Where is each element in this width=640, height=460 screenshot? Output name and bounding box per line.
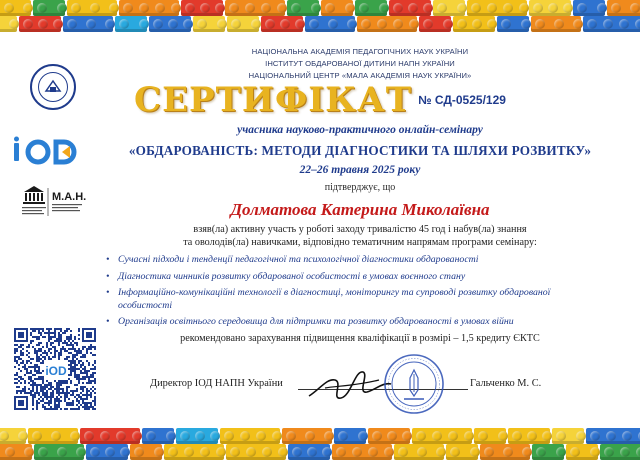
lego-stud [359,3,369,13]
lego-stud [620,447,630,457]
lego-stud [361,19,371,29]
lego-stud [503,3,513,13]
lego-stud [146,431,156,441]
lego-stud [503,447,513,457]
lego-stud [457,19,467,29]
topic-item: • Інформаційно-комунікаційні технології в діагностиці, моніторингу та супроводі розвитку обдарованої особистості [106,287,606,312]
lego-stud [280,19,290,29]
lego-stud [38,447,48,457]
lego-stud [84,431,94,441]
lego-stud [71,3,81,13]
lego-stud [256,431,266,441]
official-stamp-icon [382,352,446,416]
lego-stud [123,3,133,13]
lego-stud [37,3,47,13]
body-line-2: та оволодів(ла) навичками, відповідно тематичним напрямам програми семінару: [183,237,537,248]
lego-stud [139,19,149,29]
lego-stud [229,3,239,13]
lego-stud [262,447,272,457]
lego-stud [322,447,332,457]
lego-stud [379,3,389,13]
lego-stud [450,447,460,457]
lego-stud [195,431,205,441]
director-title: Директор ІОД НАПН України [150,378,283,389]
lego-stud [261,3,271,13]
lego-stud [231,19,241,29]
lego-stud [587,19,597,29]
lego-stud [197,19,207,29]
lego-stud [70,431,80,441]
lego-stud [636,447,640,457]
lego-stud [338,431,348,441]
topic-item: • Сучасні підходи і тенденції педагогічної та психологічної діагностики обдарованості [106,254,606,267]
certificate-number: № СД-0525/129 [418,93,506,107]
lego-stud [53,19,63,29]
lego-stud [368,447,378,457]
topic-item: • Діагностика чинників розвитку обдарованої особистості в умовах воєнного стану [106,271,606,284]
lego-stud [470,447,480,457]
lego-stud [23,19,33,29]
lego-stud [24,447,34,457]
lego-stud [277,3,287,13]
lego-stud [512,431,522,441]
lego-stud [328,19,338,29]
lego-stud [619,19,629,29]
lego-stud [155,3,165,13]
lego-stud [105,19,115,29]
lego-stud [325,3,335,13]
lego-stud [245,3,255,13]
lego-stud [408,3,418,13]
lego-stud [548,3,558,13]
lego-stud [527,431,537,441]
lego-stud [347,19,357,29]
header-academy: НАЦІОНАЛЬНА АКАДЕМІЯ ПЕДАГОГІЧНИХ НАУК УКРАЇНИ [251,47,469,56]
lego-stud [417,447,427,457]
lego-stud [168,19,178,29]
lego-stud [51,431,61,441]
body-line-1: взяв(ла) активну участь у роботі заходу тривалістю 45 год і набув(ла) знання [193,224,527,235]
certificate-title [0,80,640,124]
lego-stud [57,447,67,457]
lego-stud [590,431,600,441]
lego-stud [32,431,42,441]
lego-stud [611,3,621,13]
lego-stud [134,447,144,457]
lego-stud [498,431,508,441]
lego-stud [86,19,96,29]
lego-stud [132,431,142,441]
lego-stud [305,431,315,441]
lego-stud [23,3,33,13]
lego-stud [286,431,296,441]
unesco-man-logo-icon [20,186,100,226]
lego-stud [521,19,531,29]
lego-stud [536,447,546,457]
lego-stud [171,3,181,13]
lego-border-bottom [0,420,640,460]
lego-stud [535,19,545,29]
lego-stud [393,19,403,29]
lego-stud [184,447,194,457]
qr-code-icon[interactable] [14,328,96,410]
lego-stud [18,431,28,441]
lego-stud [4,3,14,13]
lego-stud [432,431,442,441]
lego-stud [309,19,319,29]
lego-stud [109,3,119,13]
recipient-name: Долматова Катерина Миколаївна [230,200,490,219]
lego-stud [416,431,426,441]
seminar-title: «ОБДАРОВАНІСТЬ: МЕТОДИ ДІАГНОСТИКИ ТА ШЛЯХИ РОЗВИТКУ» [128,143,592,158]
lego-stud [393,3,403,13]
lego-stud [292,447,302,457]
lego-stud [9,19,19,29]
lego-stud [358,431,368,441]
title-word: СЕРТИФІКАТ [134,80,413,120]
lego-stud [90,3,100,13]
svg-text:М.А.Н.: М.А.Н. [52,191,87,203]
lego-stud [436,447,446,457]
lego-stud [402,431,412,441]
lego-stud [606,431,616,441]
lego-stud [183,19,193,29]
lego-stud [272,431,282,441]
lego-stud [597,3,607,13]
lego-stud [230,447,240,457]
lego-stud [443,19,453,29]
lego-stud [224,431,234,441]
lego-stud [556,431,566,441]
lego-stud [487,19,497,29]
lego-stud [295,19,305,29]
lego-stud [57,3,67,13]
lego-stud [630,3,640,13]
lego-stud [168,447,178,457]
lego-stud [409,19,419,29]
lego-stud [324,431,334,441]
lego-stud [590,447,600,457]
lego-stud [210,431,220,441]
lego-stud [38,19,48,29]
lego-stud [423,19,433,29]
lego-stud [76,447,86,457]
lego-stud [472,19,482,29]
lego-stud [246,447,256,457]
lego-stud [345,3,355,13]
lego-stud [622,431,632,441]
lego-stud [119,19,129,29]
lego-stud [387,431,397,441]
lego-stud [372,431,382,441]
lego-stud [484,447,494,457]
lego-stud [604,447,614,457]
lego-stud [166,431,176,441]
lego-stud [105,447,115,457]
lego-stud [478,431,488,441]
lego-stud [448,431,458,441]
lego-stud [522,447,532,457]
lego-stud [90,447,100,457]
lego-stud [457,3,467,13]
lego-stud [240,431,250,441]
lego-stud [570,447,580,457]
lego-stud [251,19,261,29]
lego-stud [216,447,226,457]
lego-stud [423,3,433,13]
seminar-subtitle: учасника науково-практичного онлайн-семінару [237,124,483,136]
seminar-dates: 22–26 травня 2025 року [299,164,421,176]
recommendation-text: рекомендовано зарахування підвищення кваліфікації в розмірі – 1,5 кредиту ЄКТС [180,333,540,344]
header-institute: ІНСТИТУТ ОБДАРОВАНОЇ ДИТИНИ НАПН УКРАЇНИ [265,59,455,68]
director-name: Гальченко М. С. [470,378,542,389]
lego-stud [307,447,317,457]
lego-stud [139,3,149,13]
lego-stud [573,19,583,29]
topic-item: • Організація освітнього середовища для підтримки та розвитку обдарованості в умовах війни [106,316,606,329]
lego-stud [5,447,15,457]
lego-stud [384,447,394,457]
lego-stud [487,3,497,13]
lego-stud [180,431,190,441]
lego-stud [437,3,447,13]
lego-stud [352,447,362,457]
lego-stud [398,447,408,457]
lego-stud [217,19,227,29]
lego-stud [556,447,566,457]
lego-stud [563,3,573,13]
lego-stud [635,19,640,29]
lego-stud [577,3,587,13]
lego-stud [533,3,543,13]
lego-stud [116,431,126,441]
lego-stud [153,19,163,29]
lego-stud [336,447,346,457]
lego-stud [311,3,321,13]
confirms-text: підтверджує, що [324,182,396,193]
lego-stud [67,19,77,29]
topics-list [106,254,606,333]
lego-stud [200,3,210,13]
lego-stud [278,447,288,457]
lego-stud [501,19,511,29]
lego-stud [576,431,586,441]
lego-stud [554,19,564,29]
lego-stud [603,19,613,29]
lego-stud [185,3,195,13]
lego-stud [154,447,164,457]
lego-stud [291,3,301,13]
lego-stud [215,3,225,13]
iod-logo-icon [12,136,88,166]
qr-center-logo: iOD [45,364,67,378]
lego-stud [377,19,387,29]
header-center: НАЦІОНАЛЬНИЙ ЦЕНТР «МАЛА АКАДЕМІЯ НАУК УКРАЇНИ» [248,71,472,80]
lego-stud [100,431,110,441]
lego-stud [120,447,130,457]
lego-border-top [0,0,640,34]
lego-stud [200,447,210,457]
lego-stud [471,3,481,13]
lego-stud [542,431,552,441]
lego-stud [464,431,474,441]
lego-stud [265,19,275,29]
lego-stud [519,3,529,13]
